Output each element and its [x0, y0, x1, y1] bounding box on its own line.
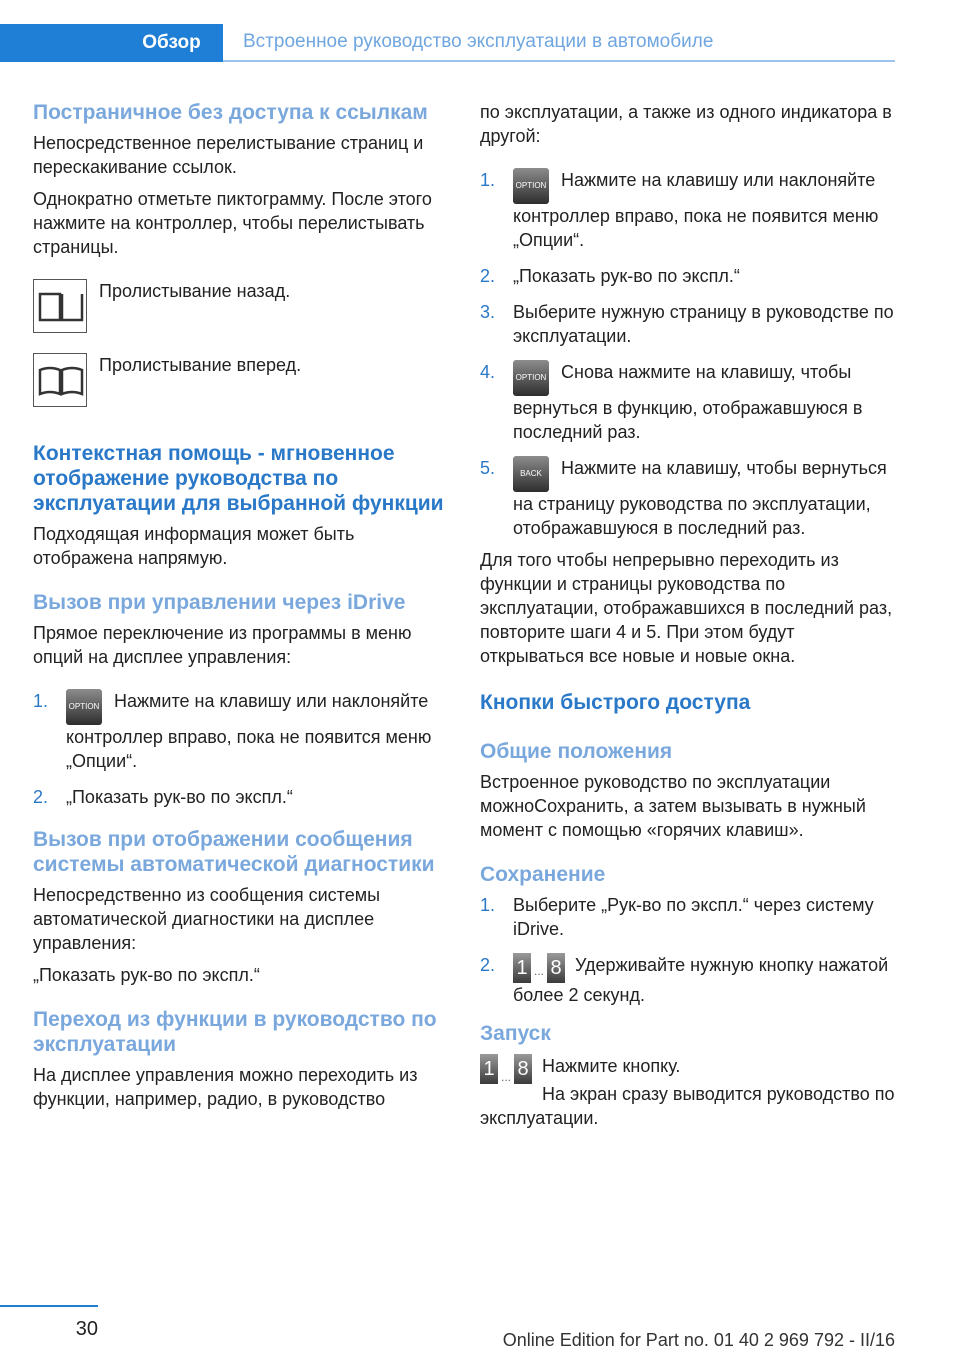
left-column: [33, 100, 451, 1111]
step-number: 1.: [33, 691, 49, 711]
heading-general: Общие положения: [480, 740, 673, 763]
paragraph: Непосредственно из сообщения системы автоматической диагностики на дисплее управления:: [33, 885, 381, 953]
steps-list-right: [480, 168, 898, 540]
back-button-icon: BACK: [513, 456, 549, 492]
step-text: Нажмите на клавишу или наклоняйте контроллер вправо, пока не появится меню „Опции“.: [66, 691, 432, 771]
paragraph: Встроенное руководство по эксплуатации можноСохранить, а затем вызывать в нужный момент с помощью «горячих клавиш».: [480, 772, 866, 840]
paragraph: по эксплуатации, а также из одного индикатора в другой:: [480, 102, 892, 146]
option-button-icon: OPTION: [513, 168, 549, 204]
icon-forward-label: Пролистывание вперед.: [99, 355, 302, 375]
launch-keys: [480, 1054, 532, 1098]
list-item: [480, 893, 898, 941]
favorite-key-8-icon: 8: [514, 1054, 532, 1084]
step-text: „Показать рук-во по экспл.“: [513, 266, 740, 286]
favorite-key-1-icon: 1: [513, 953, 531, 983]
step-text: Выберите нужную страницу в руководстве по эксплуатации.: [513, 302, 894, 346]
paragraph: На экран сразу выводится руководство по эксплуатации.: [480, 1084, 895, 1128]
option-button-icon: OPTION: [66, 689, 102, 725]
page-header: [0, 24, 895, 62]
list-item: [480, 360, 898, 444]
paragraph: Прямое переключение из программы в меню опций на дисплее управления:: [33, 623, 412, 667]
favorite-key-8-icon: 8: [547, 953, 565, 983]
step-number: 1.: [480, 170, 496, 190]
steps-list-left: [33, 689, 451, 809]
icon-row-forward: [33, 353, 451, 407]
icon-back-label: Пролистывание назад.: [99, 281, 291, 301]
list-item: [480, 264, 898, 288]
step-number: 1.: [480, 895, 496, 915]
launch-block: [480, 1054, 898, 1130]
paragraph: Нажмите кнопку.: [542, 1056, 681, 1076]
chapter-title: Встроенное руководство эксплуатации в автомобиле: [223, 24, 895, 62]
option-button-icon: OPTION: [513, 360, 549, 396]
edition-note: Online Edition for Part no. 01 40 2 969 792 - II/16: [502, 1330, 895, 1350]
heading-diagnostics: Вызов при отображении сообщения системы автоматической диагностики: [33, 828, 435, 876]
favorite-key-1-icon: 1: [480, 1054, 498, 1084]
paragraph: На дисплее управления можно переходить из функции, например, радио, в руководство: [33, 1065, 418, 1109]
ellipsis: ...: [534, 964, 545, 978]
section-tab[interactable]: Обзор: [120, 24, 223, 62]
step-number: 2.: [33, 787, 49, 807]
list-item: [480, 456, 898, 540]
icon-row-back: [33, 279, 451, 333]
list-item: [33, 785, 451, 809]
heading-idrive: Вызов при управлении через iDrive: [33, 591, 406, 614]
footer-rule: [0, 1305, 98, 1307]
step-text: Удерживайте нужную кнопку нажатой более 2 секунд.: [513, 955, 889, 1005]
heading-context-help: Контекстная помощь - мгновенное отображение руководства по эксплуатации для выбранной функции: [33, 442, 444, 515]
step-text: „Показать рук-во по экспл.“: [66, 787, 293, 807]
paragraph: Подходящая информация может быть отображена напрямую.: [33, 524, 355, 568]
step-text: Снова нажмите на клавишу, чтобы вернуться в функцию, отображавшуюся в последний раз.: [513, 362, 863, 442]
step-text: Выберите „Рук-во по экспл.“ через систему iDrive.: [513, 895, 874, 939]
ellipsis: ...: [501, 1070, 512, 1084]
list-item: [480, 168, 898, 252]
paragraph: „Показать рук-во по экспл.“: [33, 965, 260, 985]
step-number: 2.: [480, 266, 496, 286]
step-text: Нажмите на клавишу, чтобы вернуться на страницу руководства по эксплуатации, отображавшуюся в последний раз.: [513, 458, 887, 538]
paragraph: Однократно отметьте пиктограмму. После этого нажмите на контроллер, чтобы перелистывать страницы.: [33, 189, 432, 257]
heading-page-turn: Постраничное без доступа к ссылкам: [33, 101, 428, 124]
list-item: [480, 300, 898, 348]
step-number: 2.: [480, 955, 496, 975]
list-item: [480, 953, 898, 1007]
step-text: Нажмите на клавишу или наклоняйте контроллер вправо, пока не появится меню „Опции“.: [513, 170, 879, 250]
step-number: 5.: [480, 458, 496, 478]
page-number: 30: [75, 1318, 98, 1340]
right-column: [480, 100, 898, 1130]
save-steps-list: [480, 893, 898, 1007]
step-number: 4.: [480, 362, 496, 382]
list-item: [33, 689, 451, 773]
heading-function-transition: Переход из функции в руководство по эксплуатации: [33, 1008, 437, 1056]
header-accent-bar: [0, 24, 120, 62]
heading-favorites: Кнопки быстрого доступа: [480, 691, 751, 714]
heading-launch: Запуск: [480, 1022, 551, 1045]
step-number: 3.: [480, 302, 496, 322]
heading-save: Сохранение: [480, 863, 606, 886]
page-forward-icon[interactable]: [33, 353, 87, 407]
page-back-icon[interactable]: [33, 279, 87, 333]
paragraph: Непосредственное перелистывание страниц и перескакивание ссылок.: [33, 133, 424, 177]
paragraph: Для того чтобы непрерывно переходить из функции и страницы руководства по эксплуатации, отображавшихся в последний раз, повторите шаги 4 и 5. При этом будут открываться все новые и новые окна.: [480, 550, 893, 666]
